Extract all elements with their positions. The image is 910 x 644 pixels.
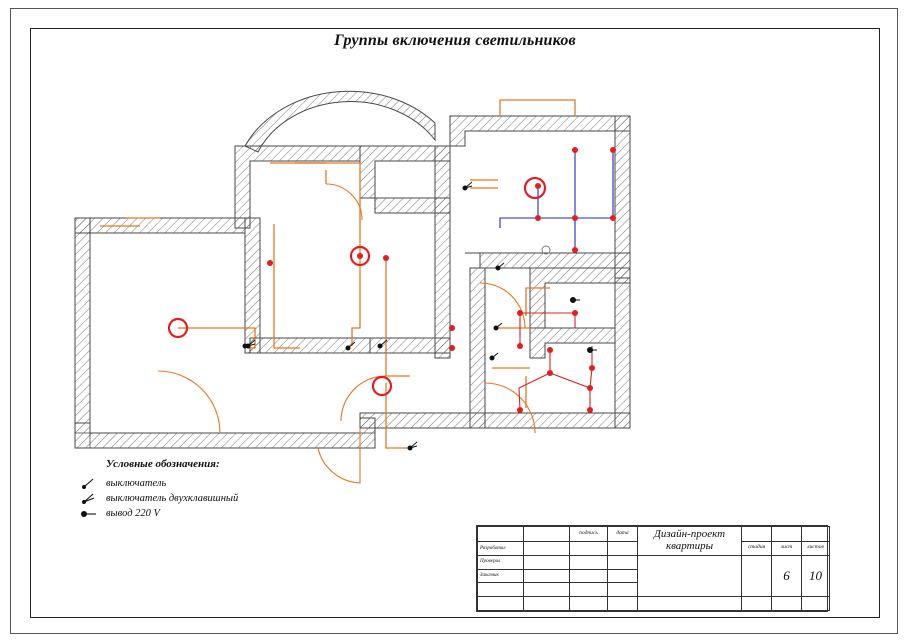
walls-layer [75,91,630,448]
legend-item-label: выключатель [106,478,167,489]
tb-cell [570,569,608,583]
tb-cell [608,541,638,555]
tb-row-label: Разработал [478,541,524,555]
tb-cell [802,527,830,542]
tb-cell [570,597,608,611]
tb-cell [772,597,802,611]
tb-cell [478,583,524,597]
tb-cell [524,541,570,555]
tb-project-name: Дизайн-проект квартиры [638,527,742,556]
tb-cell [742,527,772,542]
tb-row-label: Проверил [478,555,524,569]
legend-item-switch-double [78,491,338,506]
legend [78,458,338,521]
outlet-220v-icon [78,506,106,521]
tb-stage-label: стадия [742,541,772,555]
switch-single-icon [78,476,106,491]
tb-cell [638,555,742,596]
title-block [476,525,828,612]
wall-outlines [75,218,375,448]
legend-item-label: вывод 220 V [106,508,160,519]
page-title: Группы включения светильников [334,32,576,49]
legend-item-outlet-220v [78,506,338,521]
tb-cell [608,555,638,569]
tb-row-label: Заказчик [478,569,524,583]
fixture-hall [373,377,391,395]
tb-cell [570,541,608,555]
tb-cell [524,527,570,542]
tb-cell [570,555,608,569]
tb-sheet-label: лист [772,541,802,555]
tb-sheets-total: 10 [802,555,830,596]
tb-cell [524,583,570,597]
ceiling-fixtures [169,178,545,395]
tb-col-signature: подпись [570,527,608,542]
tb-cell [742,597,772,611]
tb-cell [802,597,830,611]
tb-cell [608,569,638,583]
fixture-kitchen [525,178,545,198]
switch-double-icon [78,491,106,506]
legend-item-label: выключатель двухклавишный [106,493,239,504]
group-circuit-blue [500,148,613,250]
tb-cell [608,583,638,597]
tb-cell [524,569,570,583]
tb-cell [638,597,742,611]
legend-item-switch-single [78,476,338,491]
tb-cell [524,597,570,611]
tb-sheet-number: 6 [772,555,802,596]
tb-cell [478,597,524,611]
tb-cell [608,597,638,611]
tb-col-date: дата [608,527,638,542]
tb-cell [478,527,524,542]
tb-cell [772,527,802,542]
tb-cell [524,555,570,569]
tb-cell [570,583,608,597]
tb-cell [742,555,772,596]
legend-title: Условные обозначения: [106,458,220,470]
tb-sheets-label: листов [802,541,830,555]
